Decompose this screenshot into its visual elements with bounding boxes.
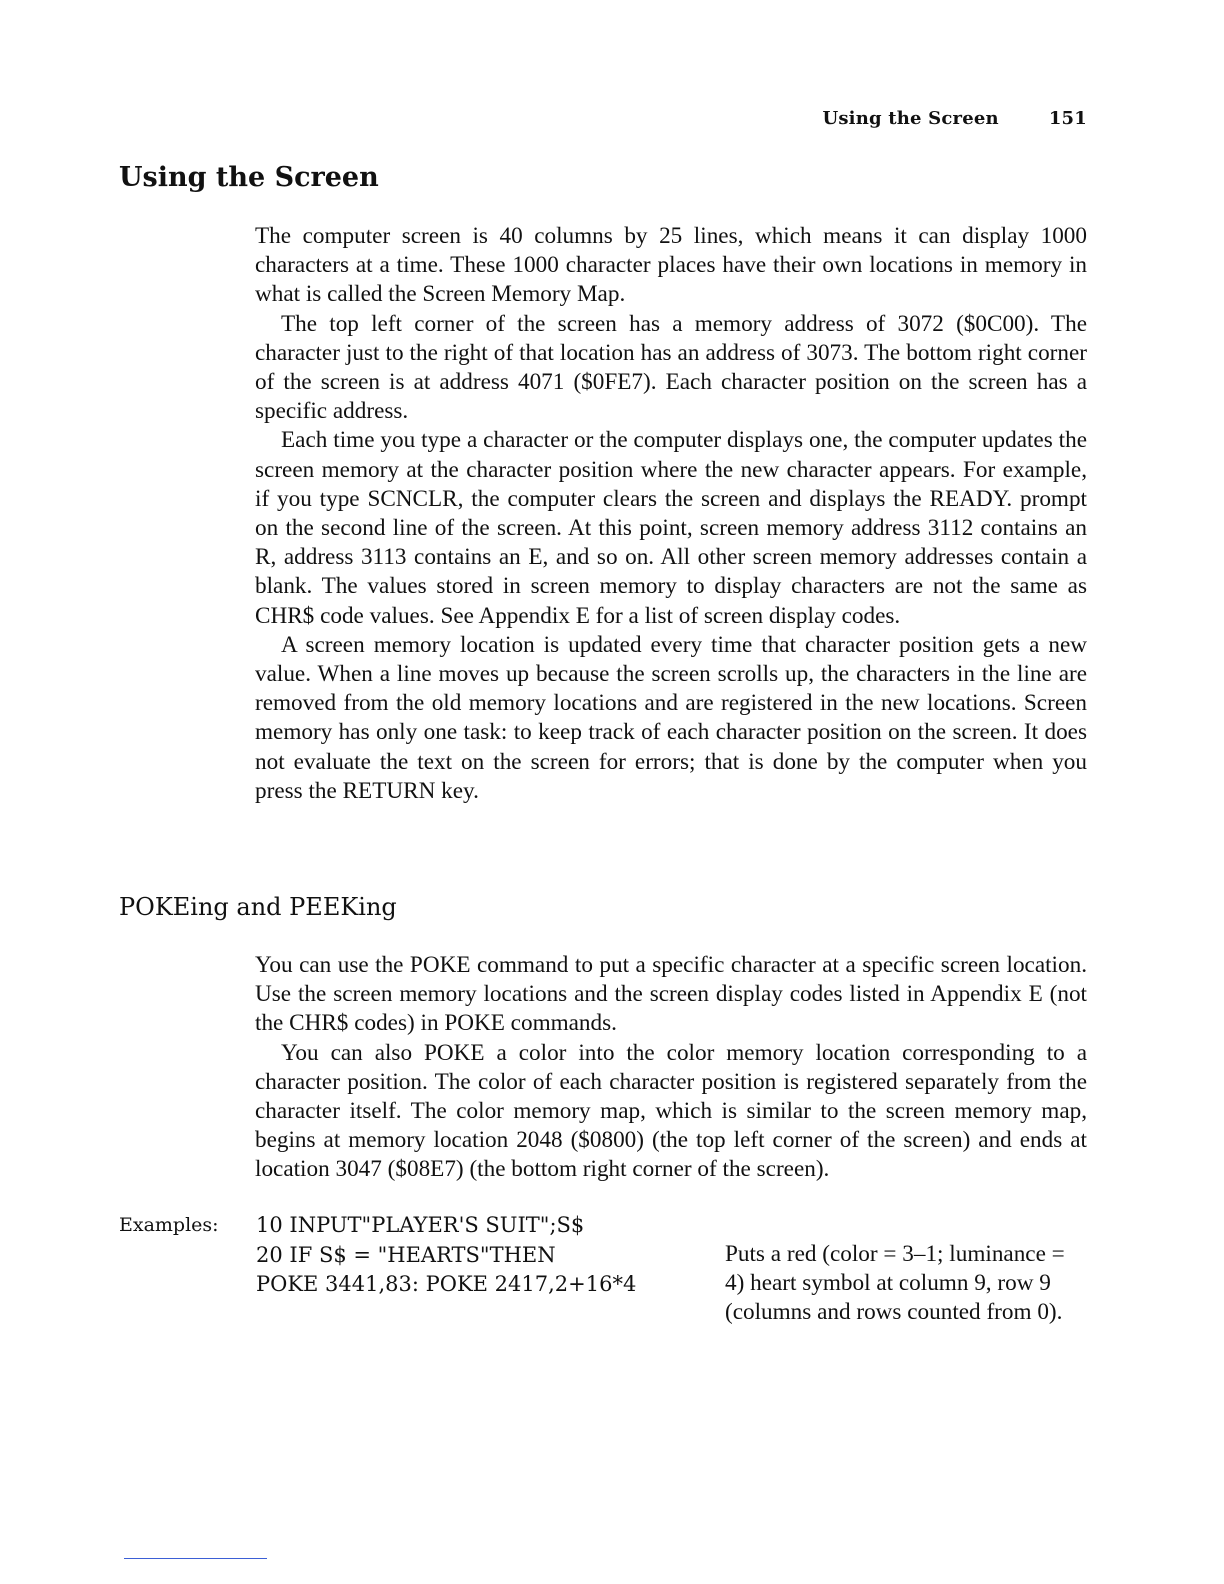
examples-label: Examples: — [119, 1214, 219, 1236]
paragraph: You can also POKE a color into the color memory location corresponding to a character position. The color of each character position is registered separately from the character itself. The color memory map, which is similar to the screen memory map, begins at memory location 2048 ($0800) (the top left corner of the screen) and ends at location 3047 ($08E7) (the bottom right corner of the screen). — [255, 1039, 1087, 1183]
section-title: Using the Screen — [119, 162, 379, 193]
paragraph: You can use the POKE command to put a specific character at a specific screen location. Use the screen memory locations and the screen display codes listed in Appendix E (not the CHR$ codes) in POKE commands. — [255, 952, 1087, 1037]
paragraph: The computer screen is 40 columns by 25 lines, which means it can display 1000 characters at a time. These 1000 character places have their own locations in memory in what is called the Screen Memory Map. — [255, 223, 1087, 308]
subsection-body — [255, 951, 1087, 1185]
code-example — [256, 1211, 636, 1300]
footer-rule — [124, 1558, 267, 1559]
code-line: 20 IF S$ = "HEARTS"THEN — [256, 1242, 556, 1267]
example-description: Puts a red (color = 3–1; luminance = 4) heart symbol at column 9, row 9 (columns and rows counted from 0). — [725, 1241, 1065, 1326]
code-line: 10 INPUT"PLAYER'S SUIT";S$ — [256, 1213, 585, 1237]
paragraph: A screen memory location is updated every time that character position gets a new value. When a line moves up because the screen scrolls up, the characters in the line are removed from the old memory locations and are registered in the new locations. Screen memory has only one task: to keep track of each character position on the screen. It does not evaluate the text on the screen for errors; that is done by the computer when you press the RETURN key. — [255, 631, 1087, 804]
section-body — [255, 222, 1087, 806]
paragraph: The top left corner of the screen has a memory address of 3072 ($0C00). The character just to the right of that location has an address of 3073. The bottom right corner of the screen is at address 4071 ($0FE7). Each character position on the screen has a specific address. — [255, 310, 1087, 425]
page-number: 151 — [1048, 108, 1087, 129]
code-line: POKE 3441,83: POKE 2417,2+16*4 — [256, 1272, 637, 1296]
subsection-title: POKEing and PEEKing — [119, 893, 397, 921]
paragraph: Each time you type a character or the computer displays one, the computer updates the screen memory at the character position where the new character appears. For example, if you type SCNCLR, the computer clears the screen and displays the READY. prompt on the second line of the screen. At this point, screen memory address 3112 contains an R, address 3113 contains an E, and so on. All other screen memory addresses contain a blank. The values stored in screen memory to display characters are not the same as CHR$ code values. See Appendix E for a list of screen display codes. — [255, 427, 1087, 629]
running-head — [822, 108, 1087, 129]
running-head-title: Using the Screen — [822, 108, 999, 129]
